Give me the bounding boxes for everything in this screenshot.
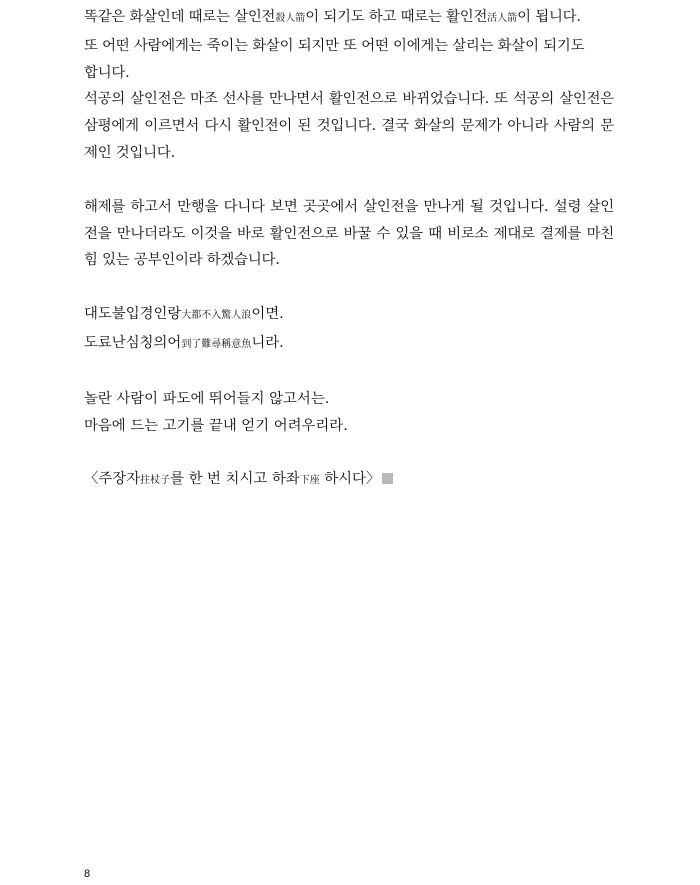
text-run: 를 한 번 치시고 하좌 [170, 471, 300, 488]
paragraph-haeje: 해제를 하고서 만행을 다니다 보면 곳곳에서 살인전을 만나게 될 것입니다. 설령 살인전을 만나더라도 이것을 바로 활인전으로 바꿀 수 있을 때 비로소 제대로 결제를 마친 힘 있는 공부인이라 하겠습니다. [84, 198, 614, 269]
page-number: 8 [84, 868, 91, 880]
text-run: 〈주장자 [84, 471, 141, 488]
hanja-gloss: 大都不入驚人浪 [181, 310, 252, 322]
text-run: 하시다〉 [319, 471, 381, 488]
page-body [84, 4, 614, 495]
verse-line: 놀란 사람이 파도에 뛰어들지 않고서는. [84, 390, 330, 407]
paragraph-arrows [84, 4, 614, 86]
text-run: 이 됩니다. [517, 9, 581, 25]
verse-translation [84, 386, 614, 440]
hanja-gloss: 下座 [299, 475, 320, 487]
closing-note [84, 466, 614, 495]
hanja-gloss: 活人箭 [487, 13, 518, 24]
verse-line: 마음에 드는 고기를 끝내 얻기 어려우리라. [84, 417, 348, 434]
square-mark-icon [382, 473, 393, 484]
hanja-gloss: 拄杖子 [140, 475, 171, 487]
text-run: 이 되기도 하고 때로는 활인전 [305, 9, 488, 25]
verse-hanja-couplet [84, 301, 614, 359]
text-run: 이면. [251, 306, 284, 323]
paragraph-seokgong: 석공의 살인전은 마조 선사를 만나면서 활인전으로 바뀌었습니다. 또 석공의 살인전은 삼평에게 이르면서 다시 활인전이 된 것입니다. 결국 화살의 문제가 아니라 사람의 문제인 것입니다. [84, 91, 614, 161]
hanja-gloss: 殺人箭 [275, 13, 306, 24]
text-run: 도료난심칭의어 [84, 334, 182, 351]
text-run: 니라. [251, 334, 284, 351]
text-run: 또 어떤 사람에게는 죽이는 화살이 되지만 또 어떤 이에게는 살리는 화살이 되기도 [84, 37, 585, 54]
hanja-gloss: 到了難尋稱意魚 [181, 338, 252, 350]
text-run: 합니다. [84, 64, 130, 81]
text-run: 똑같은 화살인데 때로는 살인전 [84, 9, 276, 25]
text-run: 대도불입경인랑 [84, 306, 182, 323]
